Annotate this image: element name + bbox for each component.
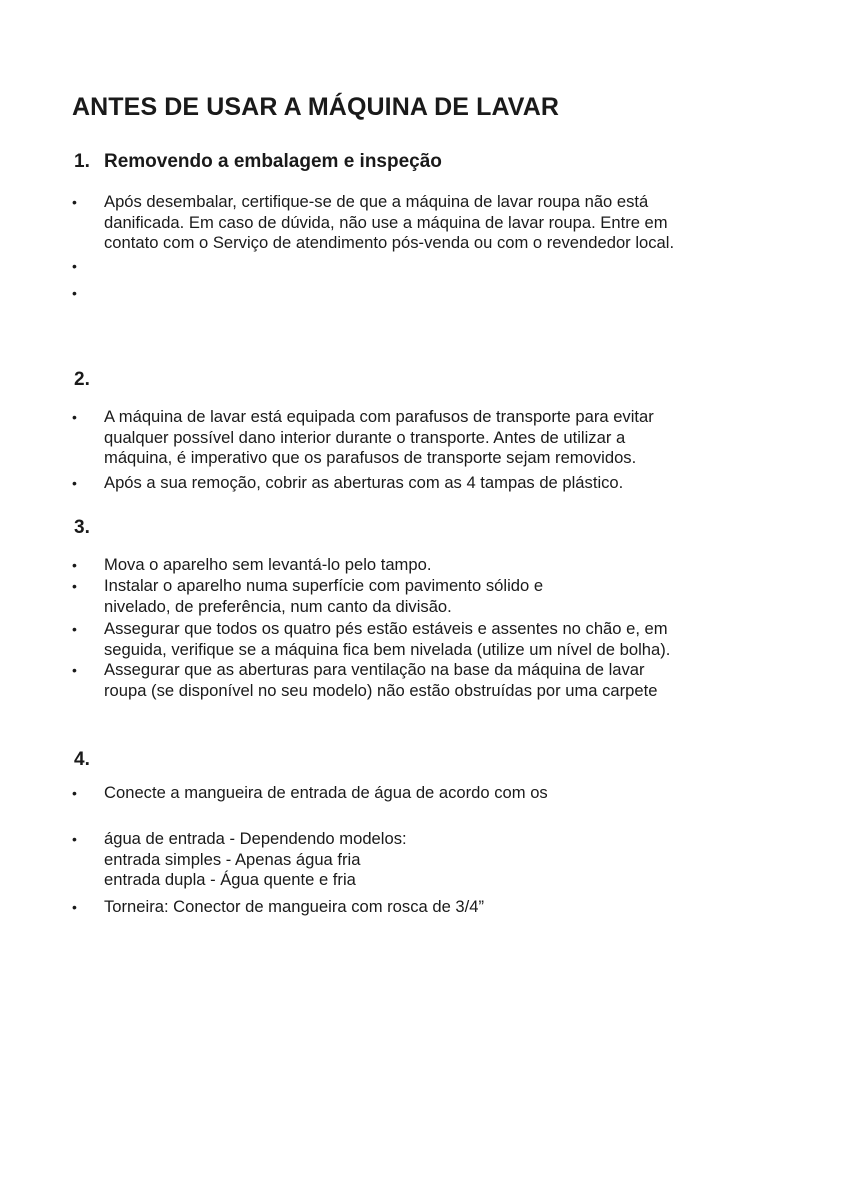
bullet-dot: •: [72, 899, 77, 915]
bullet-text: Torneira: Conector de mangueira com rosca de 3/4”: [104, 897, 485, 916]
page-title: ANTES DE USAR A MÁQUINA DE LAVAR: [72, 93, 560, 121]
bullet-text: Após a sua remoção, cobrir as aberturas com as 4 tampas de plástico.: [104, 473, 624, 492]
bullet-dot: •: [72, 831, 77, 847]
bullet-dot: •: [72, 578, 77, 594]
section-3-heading: [74, 517, 104, 539]
bullet-dot: •: [72, 475, 77, 491]
bullet-dot: •: [72, 662, 77, 678]
section-2-heading: [74, 369, 104, 391]
bullet-text: Assegurar que todos os quatro pés estão estáveis e assentes no chão e, em seguida, verifique se a máquina fica bem nivelada (utilize um nível de bolha).: [104, 619, 671, 659]
section-1-title: Removendo a embalagem e inspeção: [104, 151, 442, 172]
bullet-dot: •: [72, 285, 77, 301]
bullet-text: água de entrada - Dependendo modelos: entrada simples - Apenas água fria entrada dupla - Água quente e fria: [104, 829, 407, 889]
bullet-text: Após desembalar, certifique-se de que a máquina de lavar roupa não está danificada. Em caso de dúvida, não use a máquina de lavar roupa. Entre em contato com o Serviço de atendimento pós-venda ou com o revendedor local.: [104, 192, 675, 252]
section-1-number: 1.: [74, 151, 90, 172]
section-4-heading: [74, 749, 104, 771]
section-4-number: 4.: [74, 749, 90, 770]
bullet-dot: •: [72, 785, 77, 801]
bullet-text: Mova o aparelho sem levantá-lo pelo tampo.: [104, 555, 432, 574]
bullet-text: Assegurar que as aberturas para ventilação na base da máquina de lavar roupa (se disponível no seu modelo) não estão obstruídas por uma carpete: [104, 660, 658, 700]
bullet-dot: •: [72, 258, 77, 274]
section-3-number: 3.: [74, 517, 90, 538]
bullet-dot: •: [72, 194, 77, 210]
section-2-number: 2.: [74, 369, 90, 390]
bullet-text: A máquina de lavar está equipada com parafusos de transporte para evitar qualquer possível dano interior durante o transporte. Antes de utilizar a máquina, é imperativo que os parafusos de transporte sejam removidos.: [104, 407, 654, 467]
bullet-dot: •: [72, 621, 77, 637]
bullet-text: Conecte a mangueira de entrada de água de acordo com os: [104, 783, 548, 802]
bullet-dot: •: [72, 557, 77, 573]
bullet-text: Instalar o aparelho numa superfície com pavimento sólido e nivelado, de preferência, num canto da divisão.: [104, 576, 544, 616]
section-1-heading: [74, 151, 442, 173]
bullet-dot: •: [72, 409, 77, 425]
